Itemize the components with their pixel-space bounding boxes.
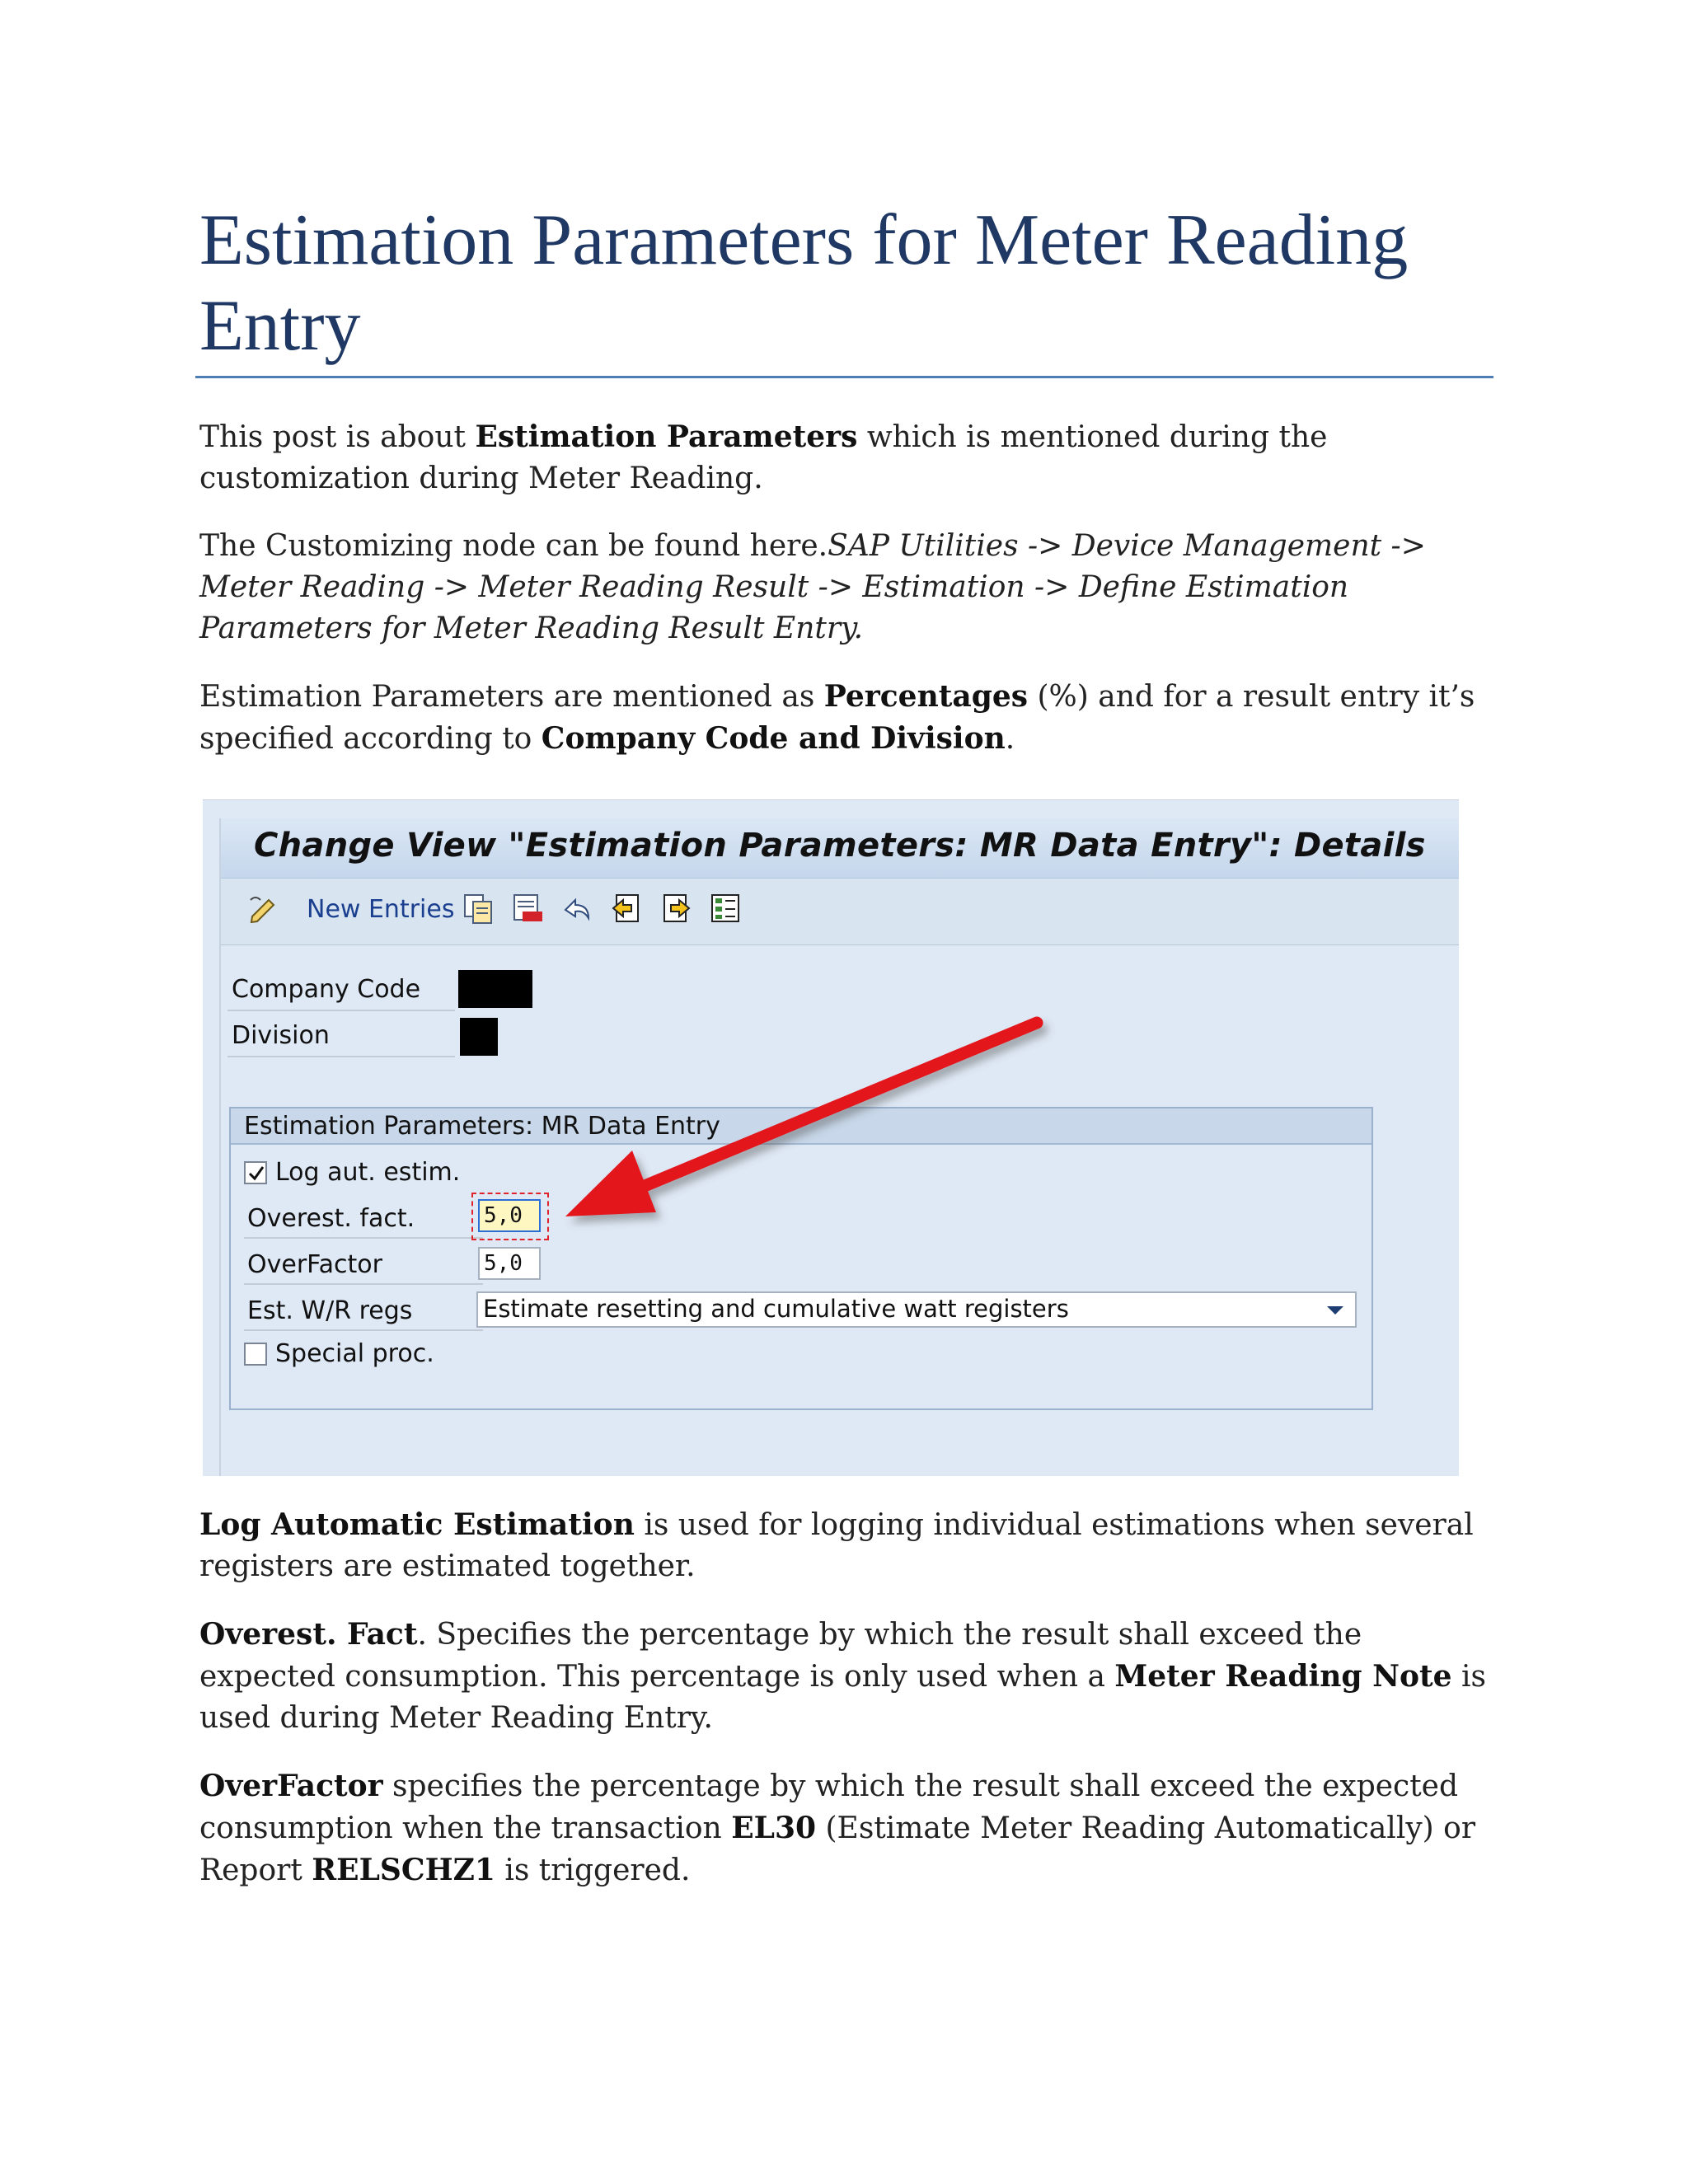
log-aut-estim-label: Log aut. estim. [275, 1158, 461, 1187]
customizing-path-paragraph: The Customizing node can be found here.SAP Utilities -> Device Management -> Meter Reading -> Meter Reading Result -> Estimation -> Define Estimation Parameters for Meter Reading Result Entry. [199, 529, 1426, 645]
special-proc-label: Special proc. [275, 1339, 434, 1368]
overfactor-paragraph: OverFactor specifies the percentage by which the result shall exceed the expected consumption when the transaction EL30 (Estimate Meter Reading Automatically) or Report RELSCHZ1 is triggered. [199, 1769, 1476, 1887]
sap-screenshot [203, 799, 1459, 1476]
percentages-paragraph: Estimation Parameters are mentioned as Percentages (%) and for a result entry it’s specified according to Company Code and Division. [199, 679, 1475, 756]
page-title: Estimation Parameters for Meter Reading Entry [199, 200, 1409, 366]
company-code-label: Company Code [232, 975, 421, 1004]
overfactor-label: OverFactor [247, 1250, 382, 1279]
intro-paragraph: This post is about Estimation Parameters which is mentioned during the customization during Meter Reading. [199, 419, 1328, 495]
group-title: Estimation Parameters: MR Data Entry [244, 1112, 720, 1141]
est-wr-regs-selected: Estimate resetting and cumulative watt registers [483, 1295, 1069, 1323]
overfactor-input[interactable]: 5,0 [478, 1247, 541, 1280]
overest-fact-input[interactable]: 5,0 [478, 1199, 541, 1232]
red-annotation-arrow [203, 800, 1459, 1476]
division-label: Division [232, 1021, 330, 1050]
title-divider [195, 376, 1493, 378]
overest-fact-label: Overest. fact. [247, 1204, 415, 1233]
log-automatic-estimation-paragraph: Log Automatic Estimation is used for logging individual estimations when several registers are estimated together. [199, 1507, 1474, 1583]
sap-window-title: Change View "Estimation Parameters: MR Data Entry": Details [254, 827, 1426, 865]
est-wr-regs-label: Est. W/R regs [247, 1296, 413, 1325]
customizing-path: SAP Utilities -> Device Management -> Meter Reading -> Meter Reading Result -> Estimation -> Define Estimation Parameters for Meter Reading Result Entry. [199, 529, 1426, 645]
new-entries-button[interactable]: New Entries [307, 895, 455, 924]
overest-fact-paragraph: Overest. Fact. Specifies the percentage by which the result shall exceed the expected consumption. This percentage is only used when a Meter Reading Note is used during Meter Reading Entry. [199, 1617, 1486, 1735]
